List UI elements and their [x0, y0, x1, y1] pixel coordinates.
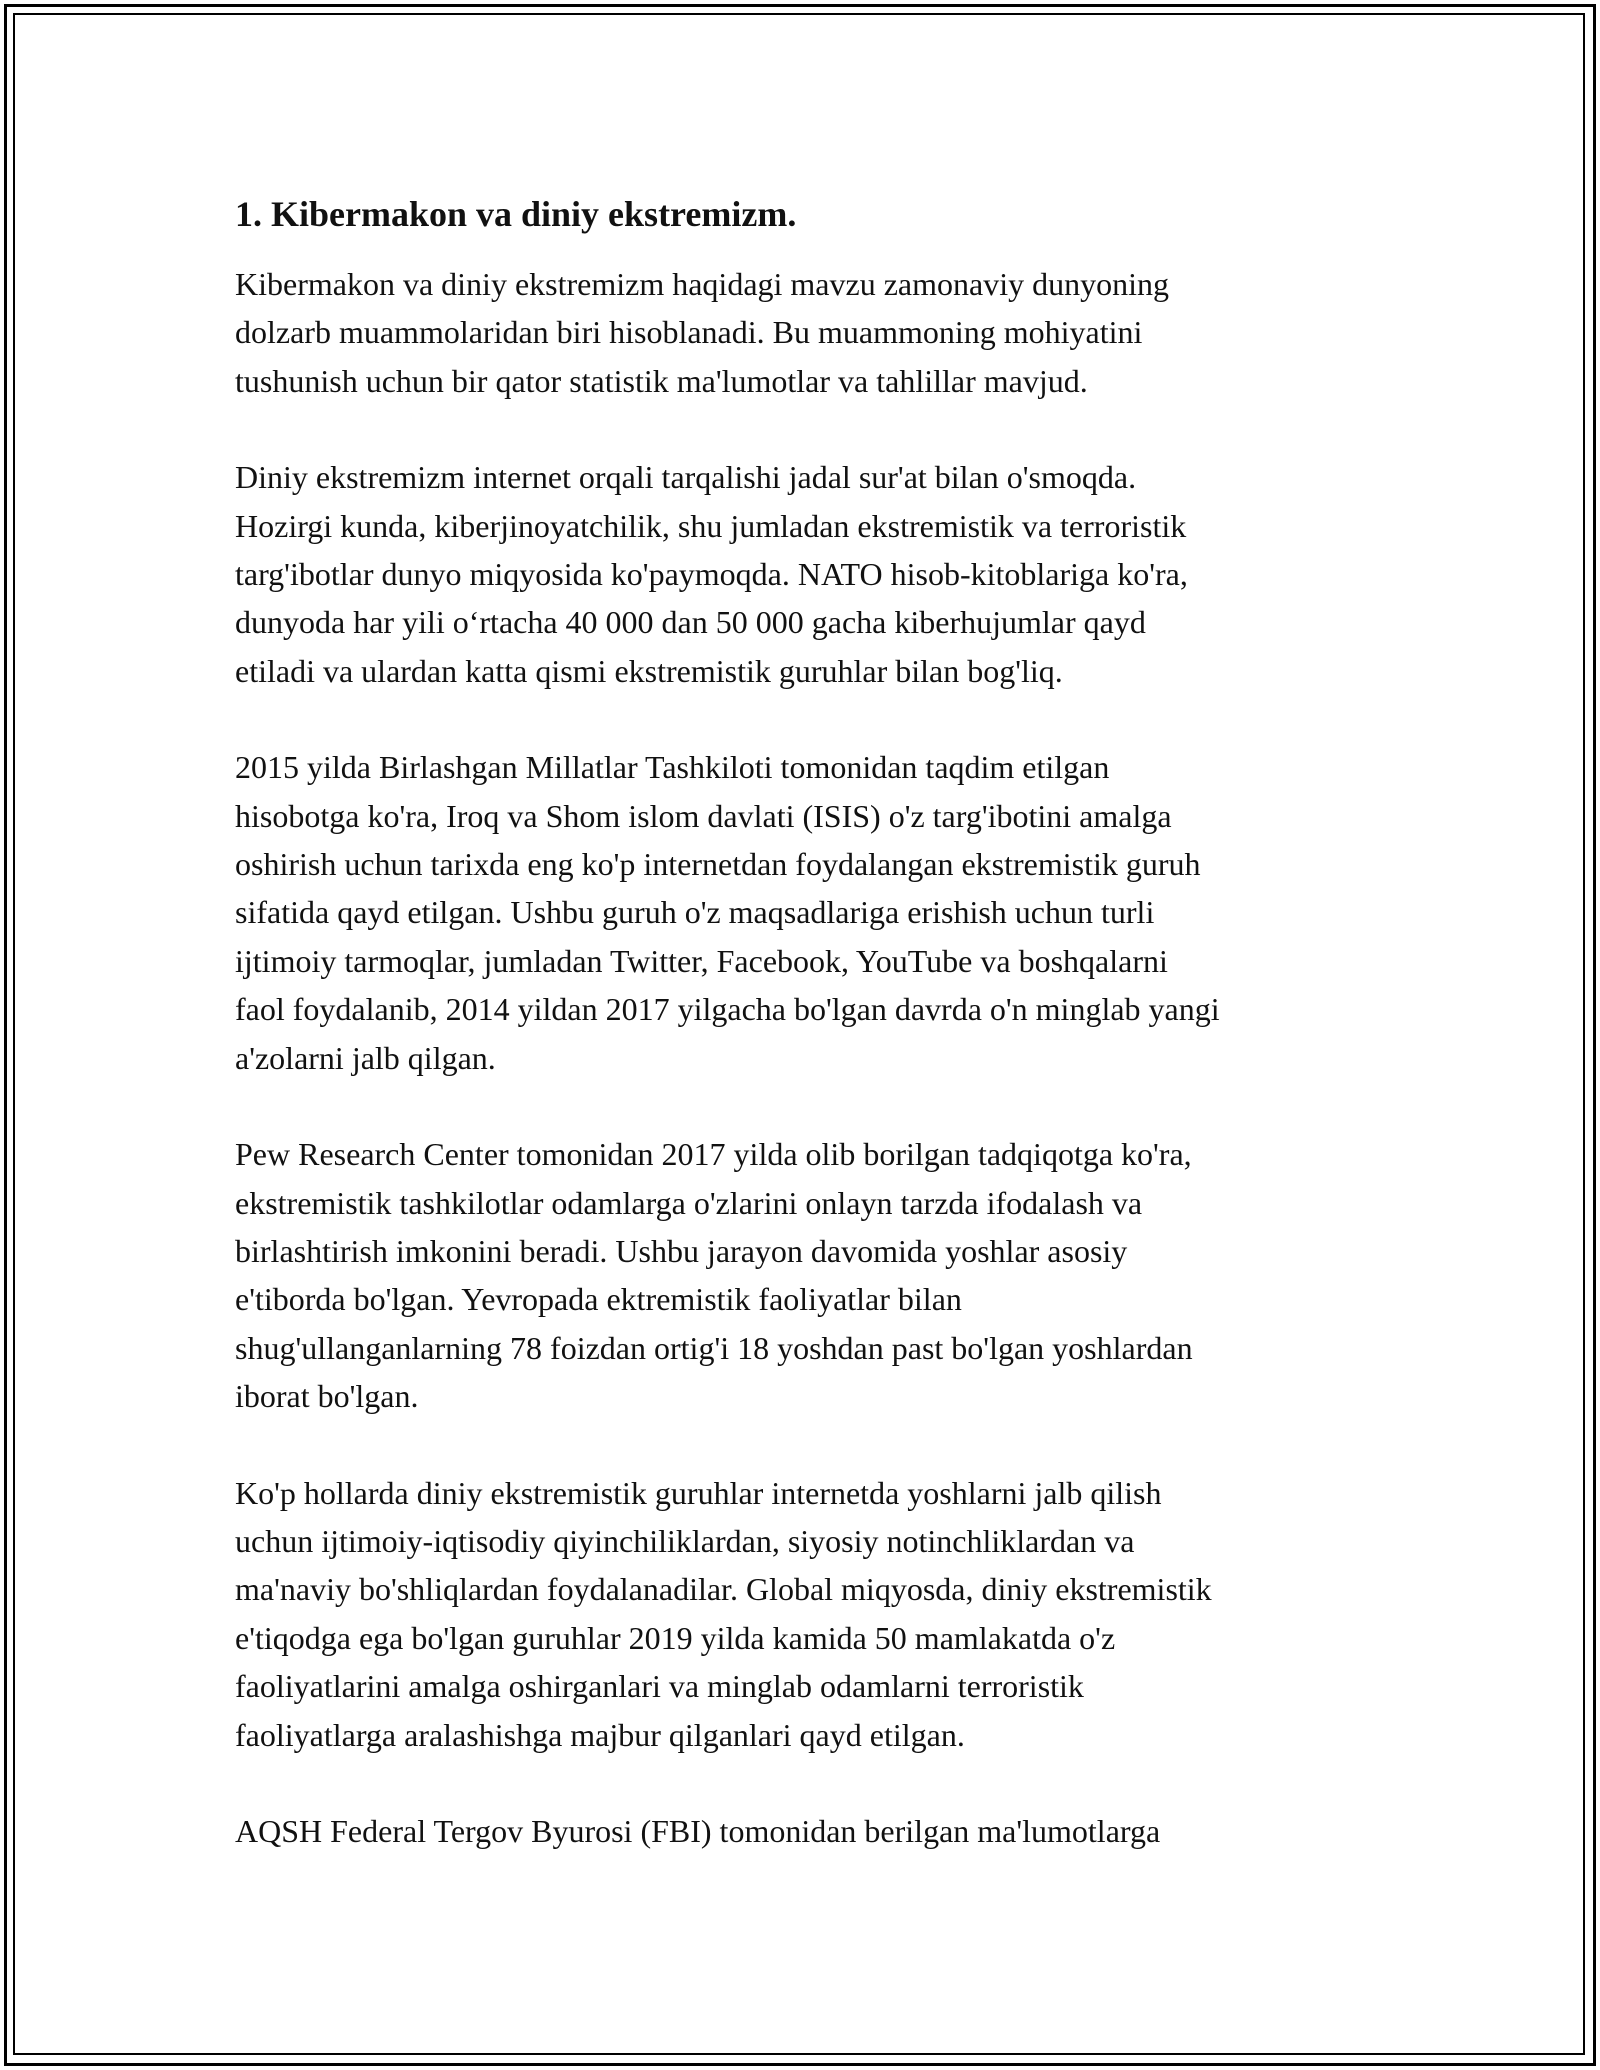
text-line: hisobotga ko'ra, Iroq va Shom islom davlati (ISIS) o'z targ'ibotini amalga: [235, 797, 1172, 834]
text-line: Kibermakon va diniy ekstremizm haqidagi mavzu zamonaviy dunyoning: [235, 266, 1169, 302]
text-line: ekstremistik tashkilotlar odamlarga o'zlarini onlayn tarzda ifodalash va: [235, 1184, 1143, 1221]
paragraph-intro: [235, 260, 1375, 405]
text-line: iborat bo'lgan.: [235, 1378, 419, 1415]
text-line: Hozirgi kunda, kiberjinoyatchilik, shu jumladan ekstremistik va terroristik: [235, 507, 1187, 544]
text-line: faoliyatlarini amalga oshirganlari va minglab odamlarni terroristik: [235, 1668, 1084, 1705]
text-line: e'tiborda bo'lgan. Yevropada ektremistik faoliyatlar bilan: [235, 1281, 962, 1318]
text-line: Pew Research Center tomonidan 2017 yilda olib borilgan tadqiqotga ko'ra,: [235, 1136, 1192, 1173]
text-line: dunyoda har yili o‘rtacha 40 000 dan 50 000 gacha kiberhujumlar qayd: [235, 604, 1146, 641]
paragraph-un-report: [235, 743, 1375, 1082]
text-line: tushunish uchun bir qator statistik ma'lumotlar va tahlillar mavjud.: [235, 362, 1088, 399]
text-line: uchun ijtimoiy-iqtisodiy qiyinchiliklardan, siyosiy notinchliklardan va: [235, 1522, 1135, 1559]
text-line: sifatida qayd etilgan. Ushbu guruh o'z maqsadlariga erishish uchun turli: [235, 894, 1155, 931]
text-line: faoliyatlarga aralashishga majbur qilganlari qayd etilgan.: [235, 1716, 965, 1753]
text-line: Ko'p hollarda diniy ekstremistik guruhlar internetda yoshlarni jalb qilish: [235, 1474, 1162, 1511]
text-line: ma'naviy bo'shliqlardan foydalanadilar. Global miqyosda, diniy ekstremistik: [235, 1571, 1212, 1608]
text-line: ijtimoiy tarmoqlar, jumladan Twitter, Facebook, YouTube va boshqalarni: [235, 942, 1168, 979]
text-line: birlashtirish imkonini beradi. Ushbu jarayon davomida yoshlar asosiy: [235, 1232, 1128, 1269]
paragraph-global-scope: [235, 1469, 1375, 1759]
text-line: faol foydalanib, 2014 yildan 2017 yilgacha bo'lgan davrda o'n minglab yangi: [235, 991, 1220, 1028]
document-body: [235, 188, 1375, 1903]
text-line: etiladi va ulardan katta qismi ekstremistik guruhlar bilan bog'liq.: [235, 652, 1063, 689]
text-line: dolzarb muammolaridan biri hisoblanadi. Bu muammoning mohiyatini: [235, 314, 1143, 351]
text-line: AQSH Federal Tergov Byurosi (FBI) tomonidan berilgan ma'lumotlarga: [235, 1812, 1161, 1849]
text-line: oshirish uchun tarixda eng ko'p internetdan foydalangan ekstremistik guruh: [235, 846, 1201, 883]
section-heading: 1. Kibermakon va diniy ekstremizm.: [235, 194, 797, 234]
text-line: e'tiqodga ega bo'lgan guruhlar 2019 yilda kamida 50 mamlakatda o'z: [235, 1619, 1116, 1656]
paragraph-internet-spread: [235, 453, 1375, 695]
text-line: targ'ibotlar dunyo miqyosida ko'paymoqda. NATO hisob-kitoblariga ko'ra,: [235, 556, 1188, 593]
text-line: shug'ullanganlarning 78 foizdan ortig'i 18 yoshdan past bo'lgan yoshlardan: [235, 1329, 1193, 1366]
paragraph-pew-research: [235, 1130, 1375, 1420]
text-line: 2015 yilda Birlashgan Millatlar Tashkiloti tomonidan taqdim etilgan: [235, 749, 1110, 786]
paragraph-fbi: [235, 1807, 1375, 1855]
text-line: a'zolarni jalb qilgan.: [235, 1039, 496, 1076]
text-line: Diniy ekstremizm internet orqali tarqalishi jadal sur'at bilan o'smoqda.: [235, 459, 1137, 496]
